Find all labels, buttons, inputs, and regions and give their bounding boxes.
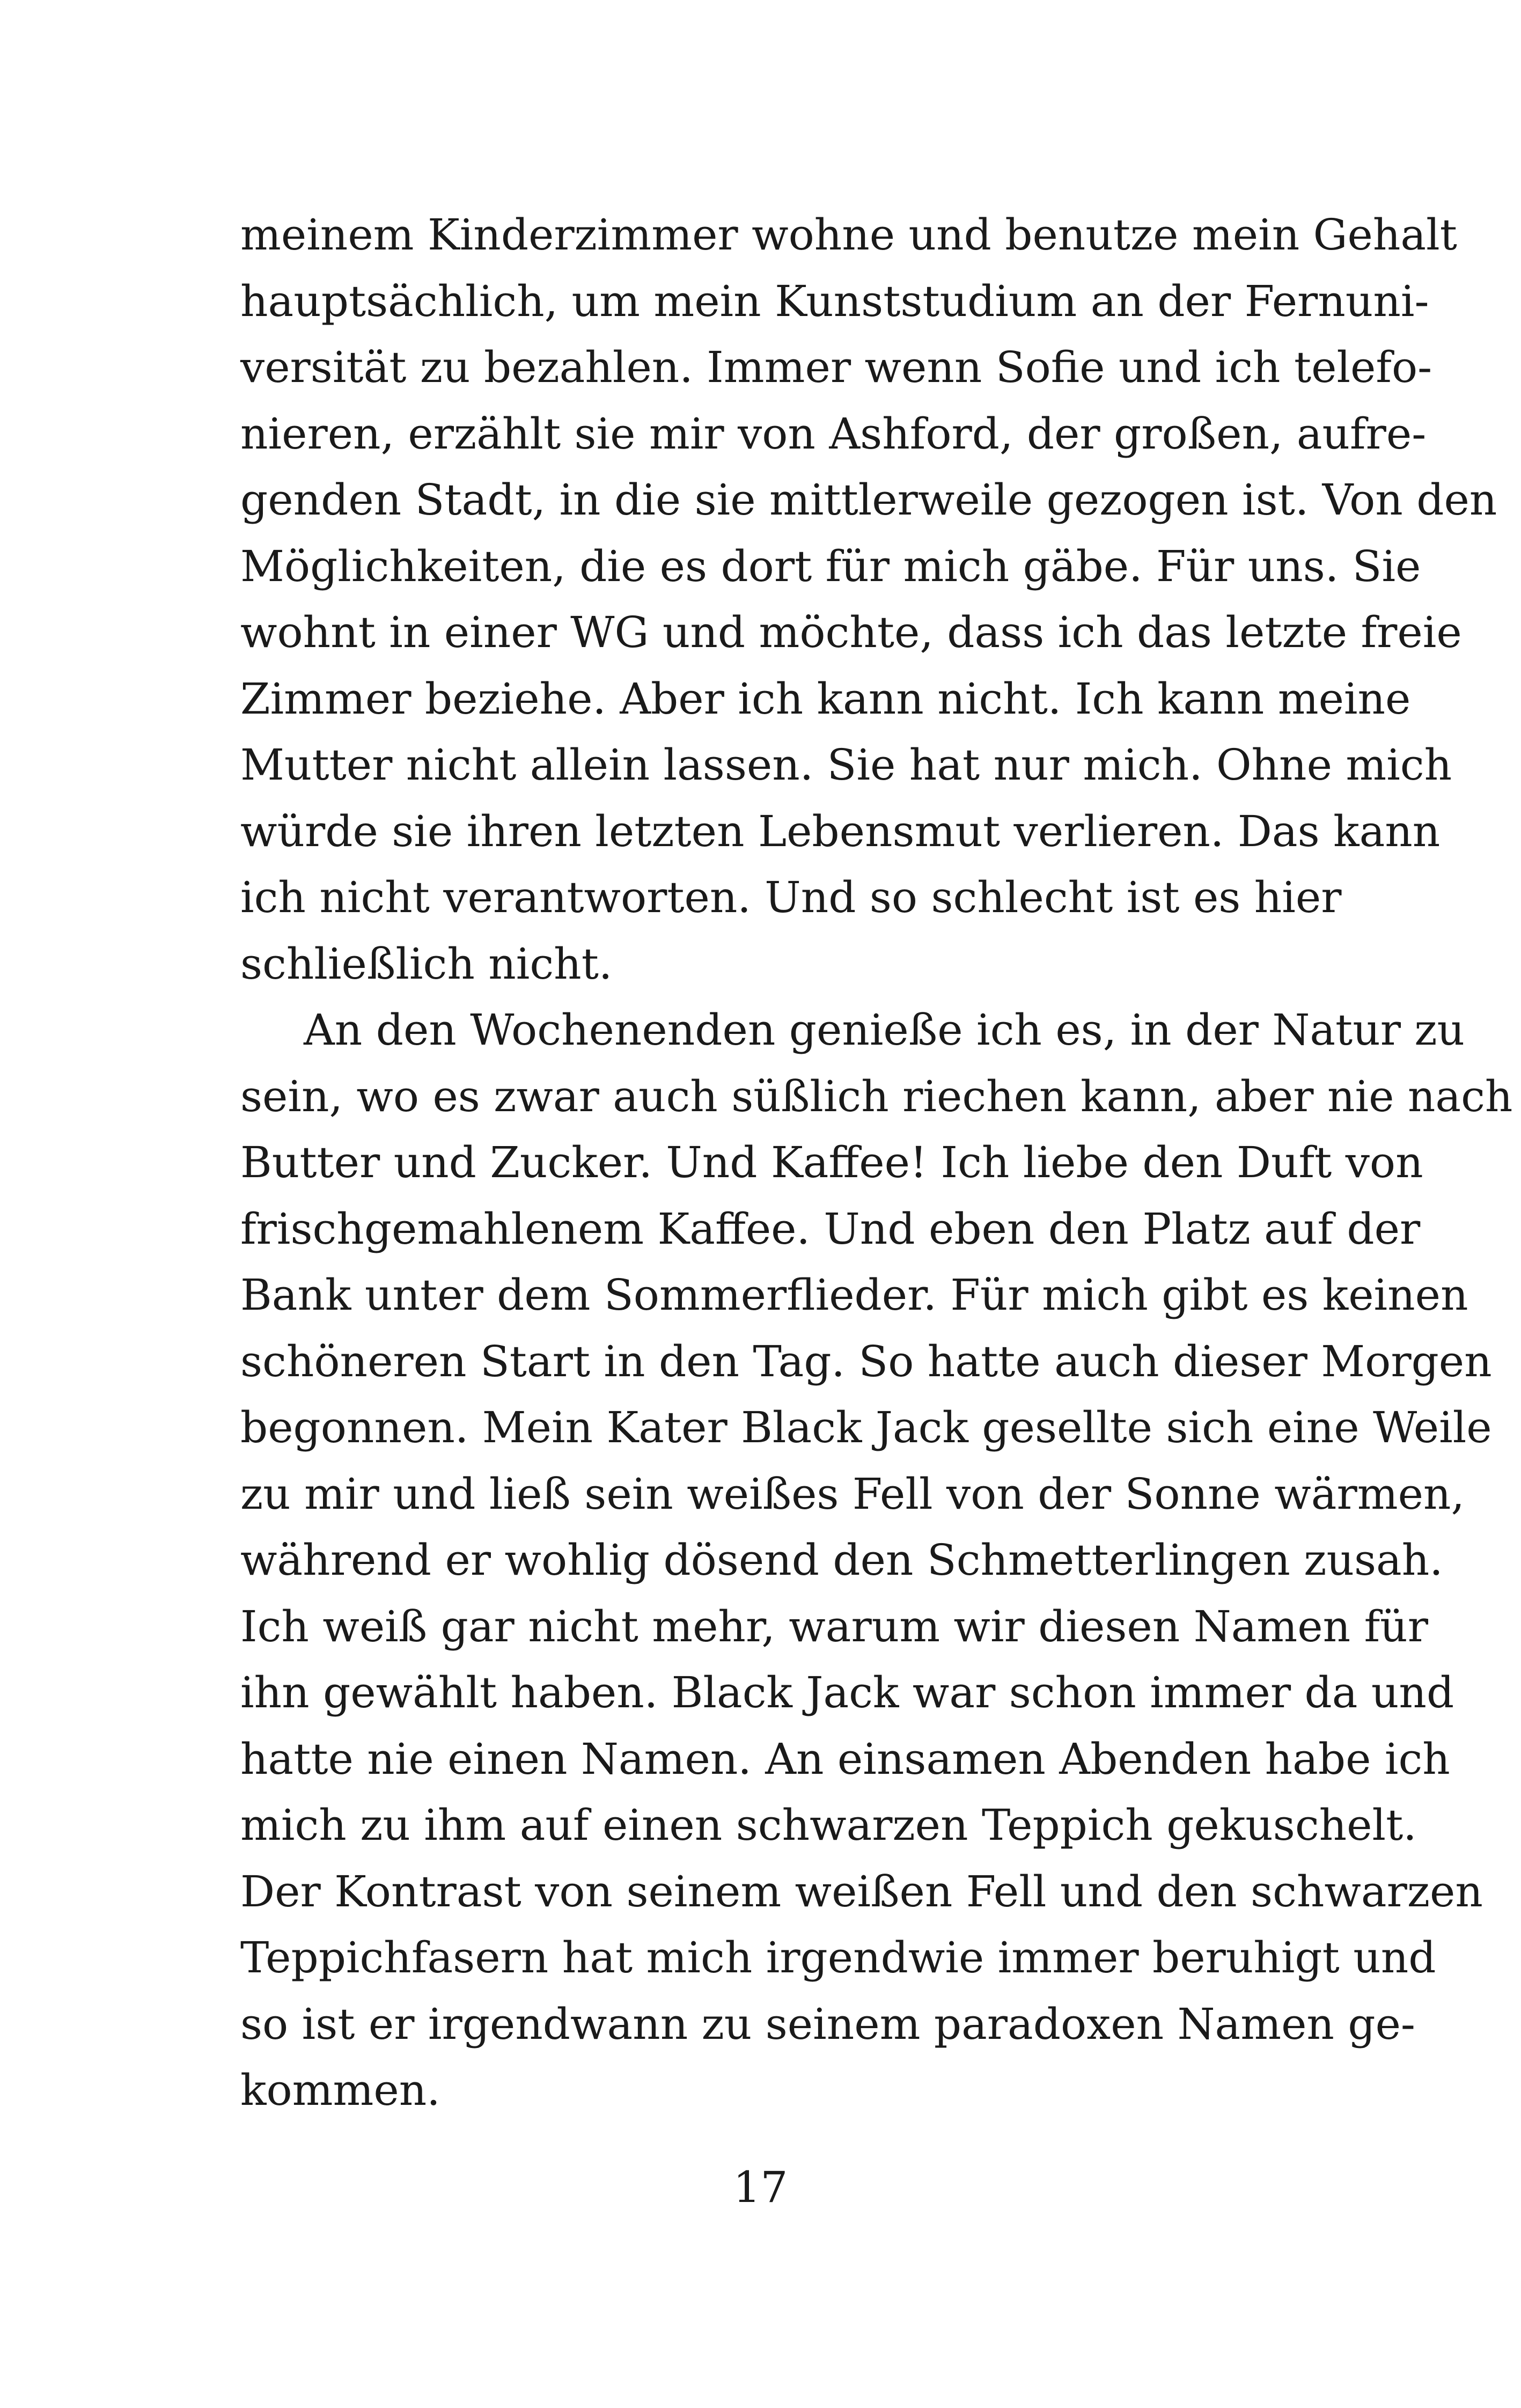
text-line: meinem Kinderzimmer wohne und benutze mein Gehalt bbox=[240, 210, 1457, 260]
text-line: während er wohlig dösend den Schmetterlingen zusah. bbox=[240, 1535, 1443, 1585]
text-line: zu mir und ließ sein weißes Fell von der Sonne wärmen, bbox=[240, 1469, 1465, 1519]
text-line: wohnt in einer WG und möchte, dass ich das letzte freie bbox=[240, 607, 1462, 657]
text-line: hatte nie einen Namen. An einsamen Abenden habe ich bbox=[240, 1734, 1450, 1784]
text-line: Der Kontrast von seinem weißen Fell und den schwarzen bbox=[240, 1866, 1483, 1917]
text-line: würde sie ihren letzten Lebensmut verlieren. Das kann bbox=[240, 806, 1441, 856]
text-line: kommen. bbox=[240, 2065, 440, 2115]
text-line: Teppichfasern hat mich irgendwie immer beruhigt und bbox=[240, 1933, 1436, 1983]
text-line: Ich weiß gar nicht mehr, warum wir diesen Namen für bbox=[240, 1601, 1428, 1651]
text-line: Bank unter dem Sommerflieder. Für mich gibt es keinen bbox=[240, 1270, 1468, 1320]
text-line: so ist er irgendwann zu seinem paradoxen Namen ge- bbox=[240, 1999, 1415, 2049]
text-line: versität zu bezahlen. Immer wenn Sofie und ich telefo- bbox=[240, 342, 1432, 392]
text-line: An den Wochenenden genieße ich es, in der Natur zu bbox=[304, 1005, 1465, 1055]
text-line: Möglichkeiten, die es dort für mich gäbe. Für uns. Sie bbox=[240, 541, 1421, 591]
text-line: genden Stadt, in die sie mittlerweile gezogen ist. Von den bbox=[240, 475, 1497, 525]
text-line: sein, wo es zwar auch süßlich riechen kann, aber nie nach bbox=[240, 1071, 1513, 1121]
text-line: schöneren Start in den Tag. So hatte auch dieser Morgen bbox=[240, 1336, 1492, 1386]
text-line: frischgemahlenem Kaffee. Und eben den Platz auf der bbox=[240, 1203, 1421, 1254]
text-line: ihn gewählt haben. Black Jack war schon immer da und bbox=[240, 1668, 1454, 1717]
text-line: hauptsächlich, um mein Kunststudium an der Fernuni- bbox=[240, 276, 1429, 326]
text-line: nieren, erzählt sie mir von Ashford, der großen, aufre- bbox=[240, 408, 1427, 459]
text-line: Butter und Zucker. Und Kaffee! Ich liebe den Duft von bbox=[240, 1137, 1423, 1187]
page-number: 17 bbox=[733, 2162, 788, 2212]
body-text bbox=[240, 202, 1513, 2124]
text-line: Mutter nicht allein lassen. Sie hat nur mich. Ohne mich bbox=[240, 740, 1452, 790]
text-line: schließlich nicht. bbox=[240, 938, 613, 989]
text-line: ich nicht verantworten. Und so schlecht ist es hier bbox=[240, 872, 1342, 922]
text-line: mich zu ihm auf einen schwarzen Teppich gekuschelt. bbox=[240, 1800, 1417, 1850]
text-line: begonnen. Mein Kater Black Jack gesellte sich eine Weile bbox=[240, 1403, 1492, 1452]
text-line: Zimmer beziehe. Aber ich kann nicht. Ich kann meine bbox=[240, 673, 1411, 724]
